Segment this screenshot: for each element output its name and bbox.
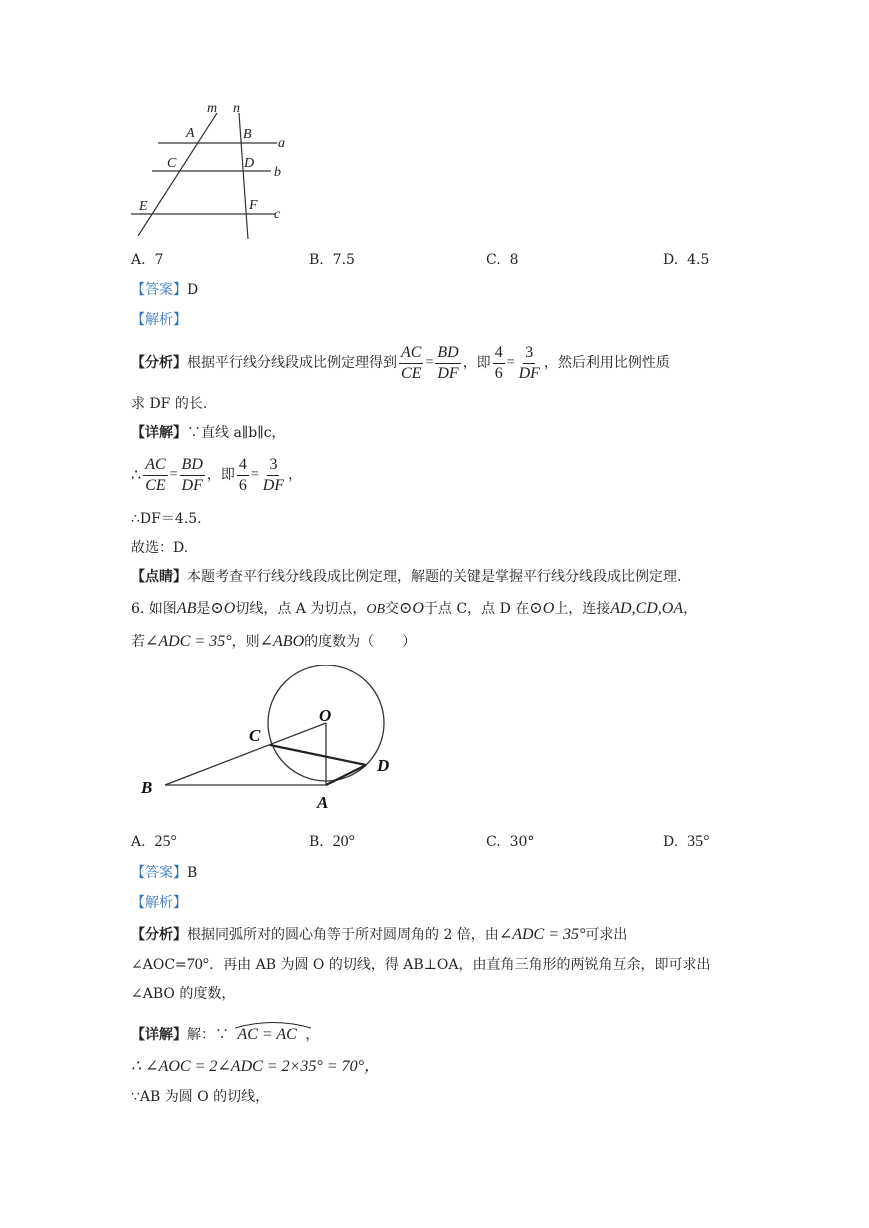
label-D2: D xyxy=(377,756,390,775)
label-a: a xyxy=(278,136,285,151)
q5-result: ∴DF＝4.5. xyxy=(131,511,202,527)
q6-option-a: A. 25° xyxy=(131,833,177,850)
q6-step2: ∵AB 为圆 O 的切线， xyxy=(131,1089,270,1105)
q6-stem-line1: 6. 如图AB是⊙O切线，点 A 为切点，OB交⊙O于点 C，点 D 在⊙O上，连接AD,CD,OA， xyxy=(131,600,698,617)
q6-fenxi-line2: ∠AOC=70°．再由 AB 为圆 O 的切线，得 AB⊥OA，由直角三角形的两锐角互余，即可求出 xyxy=(131,956,711,973)
q6-fenxi-line3: ∠ABO 的度数， xyxy=(131,986,236,1002)
q6-stem-line2: 若∠ADC = 35°，则∠ABO的度数为（ ） xyxy=(131,633,417,650)
circle-tangent-figure xyxy=(135,665,405,815)
label-C2: C xyxy=(249,726,261,745)
parallel-lines-figure xyxy=(126,96,296,246)
q5-fenxi-line: 【分析】 根据平行线分线段成比例定理得到 $\frac{AC}{CE}$ = $\frac{BD}{DF}$ ，即 $\frac{4}{6}$ = $\frac{3}{DF}$ ，然后利用比例性质 xyxy=(131,343,670,382)
q6-option-b: B. 20° xyxy=(309,833,356,850)
q5-analysis-tag: 【解析】 xyxy=(131,312,187,328)
q5-xiangjie: 【详解】∵直线 a∥b∥c， xyxy=(131,425,286,441)
q5-dianjing: 【点睛】本题考查平行线分线段成比例定理，解题的关键是掌握平行线分线段成比例定理. xyxy=(131,569,682,585)
arc-equation: AC = AC xyxy=(233,1026,300,1044)
q5-choose: 故选：D. xyxy=(131,540,189,556)
label-D: D xyxy=(244,156,255,171)
q6-analysis-tag: 【解析】 xyxy=(131,895,187,911)
q6-option-c: C. 30° xyxy=(486,834,535,850)
label-n: n xyxy=(233,101,240,116)
label-A2: A xyxy=(317,793,329,812)
label-B2: B xyxy=(141,778,153,797)
frac-bd-df: $\frac{BD}{DF}$ xyxy=(437,343,459,382)
q6-xiangjie: 【详解】解：∵ AC = AC ， xyxy=(131,1026,319,1044)
q5-option-d: D. 4.5 xyxy=(663,252,710,268)
label-B: B xyxy=(243,127,252,142)
label-A: A xyxy=(186,126,195,141)
label-m: m xyxy=(207,101,218,116)
q5-step: ∴ $\frac{AC}{CE}$ = $\frac{BD}{DF}$ ，即 $\frac{4}{6}$ = $\frac{3}{DF}$ ， xyxy=(131,455,303,494)
label-C: C xyxy=(167,156,177,171)
arc-mark xyxy=(233,1019,313,1029)
label-b: b xyxy=(274,165,281,180)
label-O: O xyxy=(319,706,332,725)
frac-4-6: $\frac{4}{6}$ xyxy=(494,343,503,382)
frac-3-df: $\frac{3}{DF}$ xyxy=(518,343,540,382)
q6-fenxi-line1: 【分析】根据同弧所对的圆心角等于所对圆周角的 2 倍，由∠ADC = 35°可求出 xyxy=(131,926,628,943)
q5-option-c: C. 8 xyxy=(486,252,519,268)
label-F: F xyxy=(249,198,258,213)
q6-option-d: D. 35° xyxy=(663,833,710,850)
frac-ac-ce: $\frac{AC}{CE}$ xyxy=(401,343,422,382)
q5-fenxi-line2: 求 DF 的长. xyxy=(131,396,208,412)
q6-answer: 【答案】B xyxy=(131,865,198,881)
q5-option-a: A. 7 xyxy=(131,252,164,268)
q6-step1: ∴ ∠AOC = 2∠ADC = 2×35° = 70°， xyxy=(131,1058,380,1075)
q5-option-b: B. 7.5 xyxy=(309,252,355,268)
label-E: E xyxy=(139,199,148,214)
q5-answer: 【答案】D xyxy=(131,282,199,298)
label-c: c xyxy=(274,207,281,222)
